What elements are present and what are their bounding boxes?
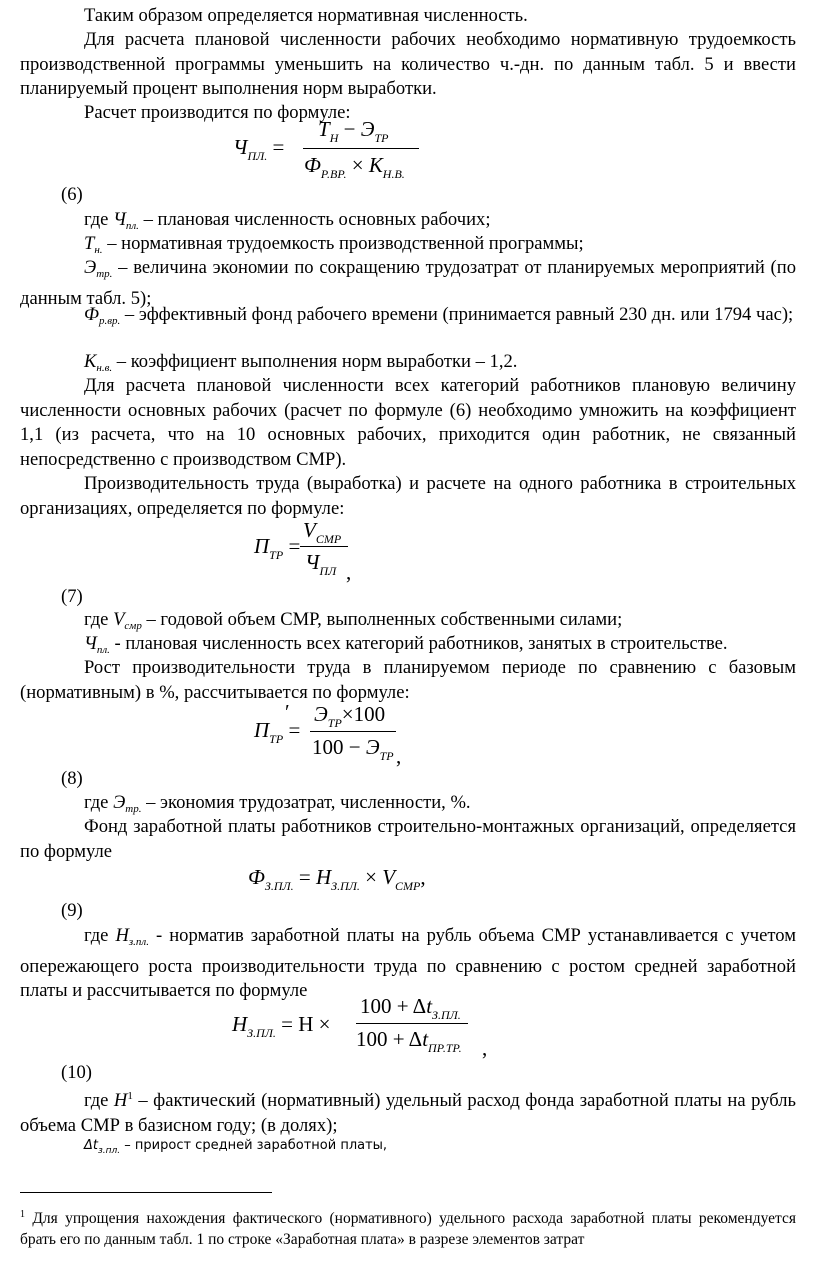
paragraph: где $Н_{з.пл.}$ - норматив заработной платы на рубль объема СМР устанавливается с учетом опережающего роста производительности труда по сравнению с ростом средней заработной платы и рассчитывается по формуле (20, 925, 796, 1001)
paragraph: Для расчета плановой численности всех категорий работников плановую величину численности основных рабочих (расчет по формуле (6) необходимо умножить на коэффициент 1,1 (из расчета, что на 10 основных рабочих, приходится один работник, не связанный непосредственно с производством СМР). (20, 375, 796, 470)
paragraph: где $Н^1$ – фактический (нормативный) удельный расход фонда заработной платы на рубль объема СМР в базисном году; (в долях); (20, 1090, 796, 1136)
paragraph: Таким образом определяется нормативная численность. (84, 5, 528, 26)
definition: где $Ч_{пл.}$ – плановая численность основных рабочих; (84, 209, 491, 232)
equation-number: (9) (61, 900, 83, 921)
definition: где $Э_{тр.}$ – экономия трудозатрат, численности, %. (84, 792, 471, 815)
definition: $Э_{тр.}$ – величина экономии по сокращению трудозатрат от планируемых мероприятий (по данным табл. 5); (20, 257, 796, 309)
equation-number: (10) (61, 1062, 92, 1083)
definition: $Ф_{р.вр.}$ – эффективный фонд рабочего времени (принимается равный 230 дн. или 1794 час); (84, 304, 794, 327)
document-page: Таким образом определяется нормативная численность. Для расчета плановой численности рабочих необходимо нормативную трудоемкость производственной программы уменьшить на количество ч.-дн. по данным табл. 5 и ввести планируемый процент выполнения норм выработки. Расчет производится по формуле: $Ч_{ПЛ.}$ = $Т_Н - Э_{ТР}$ $Ф_{Р.ВР.} \times К_{Н.В.}$ (6) где $Ч_{пл.}$ – плановая численность основных рабочих; $Т_{н.}$ – нормативная трудоемкость производственной программы; $Э_{тр.}$ – величина экономии по сокращению трудозатрат от планируемых мероприятий (по данным табл. 5); $Ф_{р.вр.}$ – эффективный фонд рабочего времени (принимается равный 230 дн. или 1794 час); $К_{н.в.}$ – коэффициент выполнения норм выработки – 1,2. Для расчета плановой численности всех категорий работников плановую величину численности основных рабочих (расчет по формуле (6) необходимо умножить на коэффициент 1,1 (из расчета, что на 10 основных рабочих, приходится один работник, не связанный непосредственно с производством СМР). Производительность труда (выработка) и расчете на одного работника в строительных организациях, определяется по формуле: $П_{ТР}$ = $V_{СМР}$ $Ч_{ПЛ}$ , (7) где $V_{смр}$ – годовой объем СМР, выполненных собственными силами; $Ч_{пл.}$ - плановая численность всех категорий работников, занятых в строительстве. Рост производительности труда в планируемом периоде по сравнению с базовым (нормативным) в %, рассчитывается по формуле: $П_{ТР}$ = ′ $Э_{ТР}\times 100$ $100 - Э_{ТР}$ , (8) где $Э_{тр.}$ – экономия трудозатрат, численности, %. Фонд заработной платы работников строительно-монтажных организаций, определяется по формуле $Ф_{З.ПЛ.} = Н_{З.ПЛ.} \times V_{СМР}$, (9) где $Н_{з.пл.}$ - норматив заработной платы на рубль объема СМР устанавливается с учетом опережающего роста производительности труда по сравнению с ростом средней заработной платы и рассчитывается по формуле $Н_{З.ПЛ.} = Н$ × $100 + \Delta t_{З.ПЛ.}$ $100 + \Delta t_{ПР.ТР.}$ , (10) где $Н^1$ – фактический (нормативный) удельный расход фонда заработной платы на рубль объема СМР в базисном году; (в долях); $\Delta t_{з.пл.}$ – прирост средней заработной платы, $^1$ Для упрощения нахождения фактического (нормативного) удельного расхода заработной платы рекомендуется брать его по данным табл. 1 по строке «Заработная плата» в разрезе элементов затрат (20, 5, 796, 1249)
definition: $К_{н.в.}$ – коэффициент выполнения норм выработки – 1,2. (84, 351, 518, 374)
equation-number: (6) (61, 184, 83, 205)
equation-number: (8) (61, 768, 83, 789)
definition: $Т_{н.}$ – нормативная трудоемкость производственной программы; (84, 233, 584, 256)
paragraph: Производительность труда (выработка) и расчете на одного работника в строительных организациях, определяется по формуле: (20, 473, 796, 519)
paragraph: Фонд заработной платы работников строительно-монтажных организаций, определяется по формуле (20, 816, 796, 862)
definition: где $V_{смр}$ – годовой объем СМР, выполненных собственными силами; (84, 609, 623, 632)
definition: $Ч_{пл.}$ - плановая численность всех категорий работников, занятых в строительстве. (84, 633, 728, 656)
paragraph: Для расчета плановой численности рабочих необходимо нормативную трудоемкость производственной программы уменьшить на количество ч.-дн. по данным табл. 5 и ввести планируемый процент выполнения норм выработки. (20, 29, 796, 99)
footnote-separator (20, 1192, 272, 1193)
definition: $\Delta t_{з.пл.}$ – прирост средней заработной платы, (84, 1138, 388, 1156)
paragraph: Расчет производится по формуле: (84, 102, 351, 123)
footnote: $^1$ Для упрощения нахождения фактического (нормативного) удельного расхода заработной платы рекомендуется брать его по данным табл. 1 по строке «Заработная плата» в разрезе элементов затрат (20, 1209, 796, 1249)
paragraph: Рост производительности труда в планируемом периоде по сравнению с базовым (нормативным) в %, рассчитывается по формуле: (20, 657, 796, 703)
equation-number: (7) (61, 586, 83, 607)
